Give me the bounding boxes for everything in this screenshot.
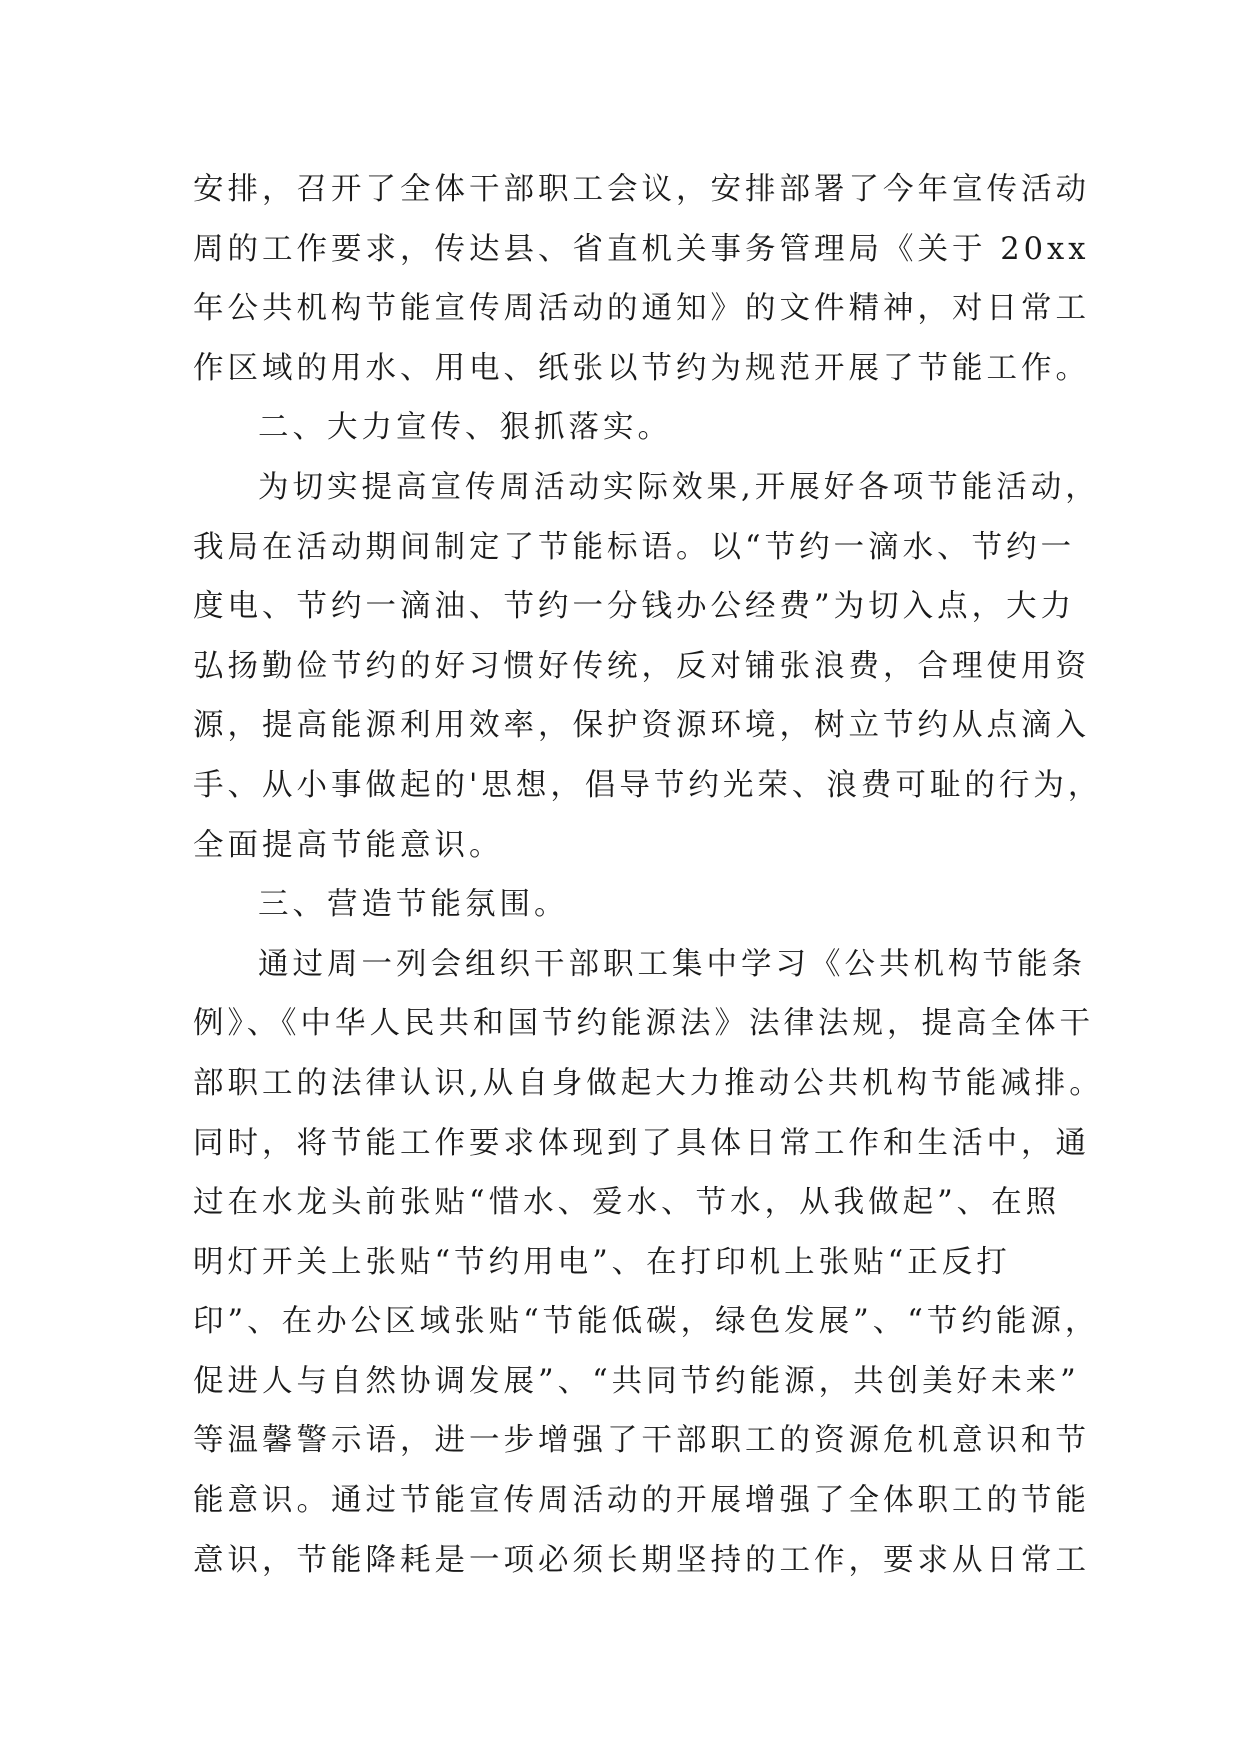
text-line: 周的工作要求，传达县、省直机关事务管理局《关于 20xx: [193, 231, 1090, 267]
text-line: 我局在活动期间制定了节能标语。以“节约一滴水、节约一: [193, 529, 1076, 565]
text-line: 例》、《中华人民共和国节约能源法》法律法规，提高全体干: [193, 1006, 1094, 1042]
text-line: 弘扬勤俭节约的好习惯好传统，反对铺张浪费，合理使用资: [193, 648, 1090, 684]
section-heading-3: 三、营造节能氛围。: [258, 887, 569, 923]
text-line: 安排，召开了全体干部职工会议，安排部署了今年宣传活动: [193, 172, 1090, 207]
text-line: 明灯开关上张贴“节约用电”、在打印机上张贴“正反打: [193, 1244, 1011, 1280]
text-line: 通过周一列会组织干部职工集中学习《公共机构节能条: [258, 946, 1086, 982]
text-line: 同时，将节能工作要求体现到了具体日常工作和生活中，通: [193, 1125, 1090, 1161]
section-heading-2: 二、大力宣传、狠抓落实。: [258, 410, 672, 446]
text-line: 过在水龙头前张贴“惜水、爱水、节水，从我做起”、在照: [193, 1185, 1061, 1221]
text-line: 源，提高能源利用效率，保护资源环境，树立节约从点滴入: [193, 708, 1090, 744]
text-line: 促进人与自然协调发展”、“共同节约能源，共创美好未来”: [193, 1363, 1080, 1399]
text-line: 印”、在办公区域张贴“节能低碳，绿色发展”、“节约能源，: [193, 1304, 1100, 1340]
text-line: 部职工的法律认识,从自身做起大力推动公共机构节能减排。: [193, 1065, 1104, 1101]
text-line: 为切实提高宣传周活动实际效果,开展好各项节能活动，: [258, 469, 1100, 505]
document-body: [193, 160, 1104, 1590]
text-line: 能意识。通过节能宣传周活动的开展增强了全体职工的节能: [193, 1483, 1090, 1519]
text-line: 手、从小事做起的'思想，倡导节约光荣、浪费可耻的行为，: [193, 767, 1103, 803]
text-line: 全面提高节能意识。: [193, 827, 504, 863]
text-line: 年公共机构节能宣传周活动的通知》的文件精神，对日常工: [193, 291, 1090, 327]
text-line: 等温馨警示语，进一步增强了干部职工的资源危机意识和节: [193, 1423, 1090, 1459]
text-line: 作区域的用水、用电、纸张以节约为规范开展了节能工作。: [193, 350, 1090, 386]
text-line: 度电、节约一滴油、节约一分钱办公经费”为切入点，大力: [193, 589, 1076, 625]
text-line: 意识，节能降耗是一项必须长期坚持的工作，要求从日常工: [193, 1542, 1090, 1578]
